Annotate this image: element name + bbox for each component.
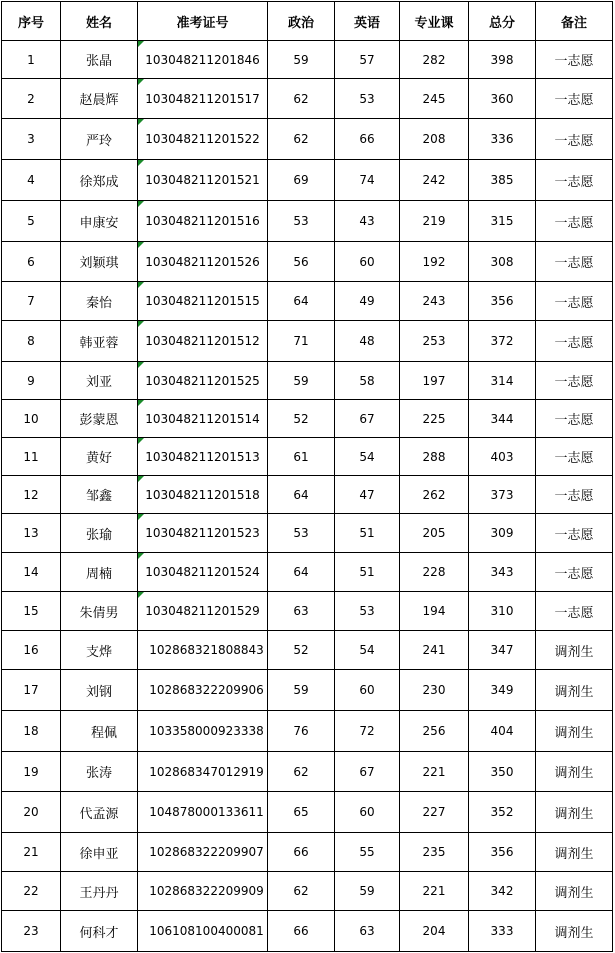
- exam-id-text: 103048211201523: [145, 526, 260, 540]
- cell-politics: 62: [268, 752, 335, 792]
- cell-name: 邹鑫: [61, 476, 138, 514]
- cell-total: 309: [469, 514, 536, 553]
- cell-seq: 20: [2, 792, 61, 833]
- exam-id-text: 103048211201846: [145, 52, 260, 67]
- exam-id-text: 103048211201525: [145, 373, 260, 388]
- cell-major: 288: [400, 438, 469, 476]
- cell-exam-id: 103358000923338: [138, 711, 268, 752]
- table-row: [2, 592, 613, 631]
- cell-note: 一志愿: [536, 119, 613, 160]
- cell-english: 67: [335, 752, 400, 792]
- cell-flag-icon: [138, 160, 144, 166]
- cell-exam-id: [138, 438, 268, 476]
- cell-major: 205: [400, 514, 469, 553]
- table-row: [2, 711, 613, 752]
- cell-politics: 62: [268, 119, 335, 160]
- cell-exam-id: [138, 282, 268, 321]
- header-politics: 政治: [268, 2, 335, 41]
- cell-politics: 52: [268, 400, 335, 438]
- cell-name: 王丹丹: [61, 872, 138, 911]
- cell-flag-icon: [138, 321, 144, 327]
- cell-name: 刘钢: [61, 670, 138, 711]
- cell-english: 47: [335, 476, 400, 514]
- cell-total: 356: [469, 282, 536, 321]
- cell-exam-id: [138, 362, 268, 400]
- cell-seq: 23: [2, 911, 61, 952]
- cell-major: 197: [400, 362, 469, 400]
- cell-total: 403: [469, 438, 536, 476]
- cell-name: 秦怡: [61, 282, 138, 321]
- cell-politics: 65: [268, 792, 335, 833]
- cell-exam-id: 102868322209906: [138, 670, 268, 711]
- cell-politics: 59: [268, 670, 335, 711]
- cell-seq: 15: [2, 592, 61, 631]
- cell-note: 一志愿: [536, 242, 613, 282]
- cell-seq: 1: [2, 41, 61, 79]
- cell-note: 一志愿: [536, 476, 613, 514]
- exam-id-text: 103048211201517: [145, 91, 260, 106]
- cell-english: 59: [335, 872, 400, 911]
- cell-exam-id: [138, 514, 268, 553]
- exam-id-text: 103048211201518: [145, 487, 260, 502]
- header-english: 英语: [335, 2, 400, 41]
- cell-exam-id: [138, 119, 268, 160]
- cell-english: 53: [335, 592, 400, 631]
- cell-english: 58: [335, 362, 400, 400]
- cell-major: 245: [400, 79, 469, 119]
- cell-english: 49: [335, 282, 400, 321]
- cell-exam-id: [138, 400, 268, 438]
- table-row: [2, 242, 613, 282]
- exam-id-text: 103048211201524: [145, 565, 260, 579]
- cell-major: 208: [400, 119, 469, 160]
- cell-exam-id: 102868322209907: [138, 833, 268, 872]
- cell-name: 代孟源: [61, 792, 138, 833]
- exam-id-text: 103048211201512: [145, 334, 260, 348]
- cell-total: 385: [469, 160, 536, 201]
- cell-english: 57: [335, 41, 400, 79]
- cell-note: 调剂生: [536, 792, 613, 833]
- cell-politics: 66: [268, 833, 335, 872]
- cell-note: 调剂生: [536, 711, 613, 752]
- cell-seq: 11: [2, 438, 61, 476]
- cell-note: 调剂生: [536, 752, 613, 792]
- header-seq: 序号: [2, 2, 61, 41]
- cell-politics: 53: [268, 201, 335, 242]
- cell-seq: 17: [2, 670, 61, 711]
- cell-flag-icon: [138, 242, 144, 248]
- cell-note: 一志愿: [536, 592, 613, 631]
- cell-flag-icon: [138, 400, 144, 406]
- cell-name: 张晶: [61, 41, 138, 79]
- cell-total: 347: [469, 631, 536, 670]
- cell-english: 67: [335, 400, 400, 438]
- cell-total: 373: [469, 476, 536, 514]
- cell-note: 一志愿: [536, 160, 613, 201]
- cell-politics: 64: [268, 282, 335, 321]
- cell-total: 344: [469, 400, 536, 438]
- score-table: [1, 1, 613, 952]
- table-row: [2, 792, 613, 833]
- cell-name: 刘颖琪: [61, 242, 138, 282]
- cell-english: 54: [335, 631, 400, 670]
- cell-total: 308: [469, 242, 536, 282]
- cell-english: 51: [335, 514, 400, 553]
- cell-seq: 6: [2, 242, 61, 282]
- cell-flag-icon: [138, 362, 144, 368]
- table-row: [2, 911, 613, 952]
- table-row: [2, 41, 613, 79]
- cell-seq: 12: [2, 476, 61, 514]
- cell-politics: 62: [268, 79, 335, 119]
- cell-exam-id: 104878000133611: [138, 792, 268, 833]
- cell-note: 一志愿: [536, 362, 613, 400]
- cell-seq: 14: [2, 553, 61, 592]
- cell-exam-id: 102868347012919: [138, 752, 268, 792]
- cell-politics: 71: [268, 321, 335, 362]
- cell-total: 350: [469, 752, 536, 792]
- cell-politics: 53: [268, 514, 335, 553]
- table-row: [2, 362, 613, 400]
- cell-name: 周楠: [61, 553, 138, 592]
- cell-major: 221: [400, 752, 469, 792]
- cell-total: 310: [469, 592, 536, 631]
- cell-exam-id: [138, 592, 268, 631]
- cell-seq: 8: [2, 321, 61, 362]
- cell-total: 372: [469, 321, 536, 362]
- cell-politics: 63: [268, 592, 335, 631]
- cell-name: 徐申亚: [61, 833, 138, 872]
- cell-note: 一志愿: [536, 553, 613, 592]
- cell-note: 调剂生: [536, 833, 613, 872]
- cell-name: 朱倩男: [61, 592, 138, 631]
- table-row: [2, 670, 613, 711]
- cell-major: 235: [400, 833, 469, 872]
- table-row: [2, 752, 613, 792]
- cell-seq: 16: [2, 631, 61, 670]
- exam-id-text: 103048211201513: [145, 449, 260, 464]
- table-body: [2, 41, 613, 952]
- cell-major: 228: [400, 553, 469, 592]
- cell-english: 60: [335, 792, 400, 833]
- exam-id-text: 103048211201521: [145, 173, 260, 187]
- cell-politics: 59: [268, 41, 335, 79]
- cell-total: 315: [469, 201, 536, 242]
- cell-name: 赵晨辉: [61, 79, 138, 119]
- cell-exam-id: [138, 553, 268, 592]
- cell-name: 徐郑成: [61, 160, 138, 201]
- cell-seq: 7: [2, 282, 61, 321]
- cell-english: 54: [335, 438, 400, 476]
- cell-seq: 21: [2, 833, 61, 872]
- cell-politics: 52: [268, 631, 335, 670]
- cell-major: 253: [400, 321, 469, 362]
- cell-name: 韩亚蓉: [61, 321, 138, 362]
- table-row: [2, 201, 613, 242]
- table-row: [2, 514, 613, 553]
- exam-id-text: 103048211201522: [145, 132, 260, 146]
- cell-seq: 22: [2, 872, 61, 911]
- cell-exam-id: [138, 160, 268, 201]
- cell-name: 程佩: [61, 711, 138, 752]
- cell-seq: 3: [2, 119, 61, 160]
- header-major: 专业课: [400, 2, 469, 41]
- exam-id-text: 103048211201526: [145, 254, 260, 269]
- cell-total: 333: [469, 911, 536, 952]
- cell-seq: 4: [2, 160, 61, 201]
- cell-flag-icon: [138, 79, 144, 85]
- cell-seq: 9: [2, 362, 61, 400]
- cell-total: 343: [469, 553, 536, 592]
- cell-english: 60: [335, 670, 400, 711]
- cell-note: 调剂生: [536, 670, 613, 711]
- cell-major: 219: [400, 201, 469, 242]
- cell-total: 314: [469, 362, 536, 400]
- exam-id-text: 103048211201515: [145, 294, 260, 308]
- cell-english: 48: [335, 321, 400, 362]
- cell-politics: 76: [268, 711, 335, 752]
- cell-note: 一志愿: [536, 79, 613, 119]
- cell-flag-icon: [138, 201, 144, 207]
- cell-major: 256: [400, 711, 469, 752]
- table-row: [2, 438, 613, 476]
- cell-exam-id: 102868322209909: [138, 872, 268, 911]
- cell-flag-icon: [138, 514, 144, 520]
- header-note: 备注: [536, 2, 613, 41]
- exam-id-text: 103048211201529: [145, 604, 260, 618]
- cell-note: 一志愿: [536, 438, 613, 476]
- cell-exam-id: [138, 41, 268, 79]
- cell-name: 张涛: [61, 752, 138, 792]
- table-row: [2, 321, 613, 362]
- cell-name: 张瑜: [61, 514, 138, 553]
- cell-seq: 5: [2, 201, 61, 242]
- cell-major: 194: [400, 592, 469, 631]
- cell-note: 一志愿: [536, 400, 613, 438]
- cell-name: 彭蒙恩: [61, 400, 138, 438]
- cell-exam-id: [138, 476, 268, 514]
- cell-english: 51: [335, 553, 400, 592]
- cell-flag-icon: [138, 41, 144, 47]
- cell-flag-icon: [138, 592, 144, 598]
- exam-id-text: 103048211201514: [145, 411, 260, 426]
- cell-major: 241: [400, 631, 469, 670]
- cell-major: 262: [400, 476, 469, 514]
- cell-exam-id: 106108100400081: [138, 911, 268, 952]
- cell-english: 63: [335, 911, 400, 952]
- table-row: [2, 160, 613, 201]
- table-row: [2, 553, 613, 592]
- cell-note: 一志愿: [536, 321, 613, 362]
- cell-major: 230: [400, 670, 469, 711]
- cell-total: 404: [469, 711, 536, 752]
- cell-total: 356: [469, 833, 536, 872]
- table-row: [2, 282, 613, 321]
- cell-major: 243: [400, 282, 469, 321]
- header-exam-id: 准考证号: [138, 2, 268, 41]
- cell-name: 刘亚: [61, 362, 138, 400]
- cell-exam-id: 102868321808843: [138, 631, 268, 670]
- cell-major: 204: [400, 911, 469, 952]
- table-row: [2, 476, 613, 514]
- cell-seq: 2: [2, 79, 61, 119]
- cell-total: 352: [469, 792, 536, 833]
- cell-name: 申康安: [61, 201, 138, 242]
- cell-english: 66: [335, 119, 400, 160]
- cell-major: 282: [400, 41, 469, 79]
- table-row: [2, 79, 613, 119]
- cell-exam-id: [138, 79, 268, 119]
- cell-english: 72: [335, 711, 400, 752]
- cell-english: 74: [335, 160, 400, 201]
- cell-flag-icon: [138, 476, 144, 482]
- cell-english: 43: [335, 201, 400, 242]
- cell-note: 一志愿: [536, 201, 613, 242]
- cell-politics: 61: [268, 438, 335, 476]
- header-total: 总分: [469, 2, 536, 41]
- cell-flag-icon: [138, 438, 144, 444]
- cell-seq: 13: [2, 514, 61, 553]
- cell-flag-icon: [138, 119, 144, 125]
- cell-total: 349: [469, 670, 536, 711]
- cell-name: 严玲: [61, 119, 138, 160]
- cell-exam-id: [138, 242, 268, 282]
- cell-english: 60: [335, 242, 400, 282]
- cell-name: 黄好: [61, 438, 138, 476]
- cell-total: 360: [469, 79, 536, 119]
- cell-english: 53: [335, 79, 400, 119]
- header-name: 姓名: [61, 2, 138, 41]
- cell-politics: 56: [268, 242, 335, 282]
- cell-seq: 10: [2, 400, 61, 438]
- cell-exam-id: [138, 321, 268, 362]
- cell-seq: 18: [2, 711, 61, 752]
- cell-exam-id: [138, 201, 268, 242]
- exam-id-text: 103048211201516: [145, 214, 260, 228]
- cell-major: 227: [400, 792, 469, 833]
- cell-note: 一志愿: [536, 41, 613, 79]
- table-row: [2, 400, 613, 438]
- cell-total: 336: [469, 119, 536, 160]
- cell-flag-icon: [138, 553, 144, 559]
- cell-name: 何科才: [61, 911, 138, 952]
- cell-name: 支烨: [61, 631, 138, 670]
- cell-major: 225: [400, 400, 469, 438]
- cell-total: 398: [469, 41, 536, 79]
- header-row: [2, 2, 613, 41]
- cell-note: 一志愿: [536, 282, 613, 321]
- cell-politics: 59: [268, 362, 335, 400]
- cell-politics: 66: [268, 911, 335, 952]
- cell-note: 调剂生: [536, 631, 613, 670]
- cell-total: 342: [469, 872, 536, 911]
- cell-seq: 19: [2, 752, 61, 792]
- cell-major: 192: [400, 242, 469, 282]
- cell-major: 221: [400, 872, 469, 911]
- cell-major: 242: [400, 160, 469, 201]
- cell-note: 调剂生: [536, 911, 613, 952]
- cell-politics: 64: [268, 553, 335, 592]
- cell-note: 调剂生: [536, 872, 613, 911]
- cell-politics: 64: [268, 476, 335, 514]
- cell-flag-icon: [138, 282, 144, 288]
- cell-english: 55: [335, 833, 400, 872]
- table-row: [2, 872, 613, 911]
- cell-politics: 62: [268, 872, 335, 911]
- table-row: [2, 833, 613, 872]
- table-row: [2, 119, 613, 160]
- cell-note: 一志愿: [536, 514, 613, 553]
- cell-politics: 69: [268, 160, 335, 201]
- table-row: [2, 631, 613, 670]
